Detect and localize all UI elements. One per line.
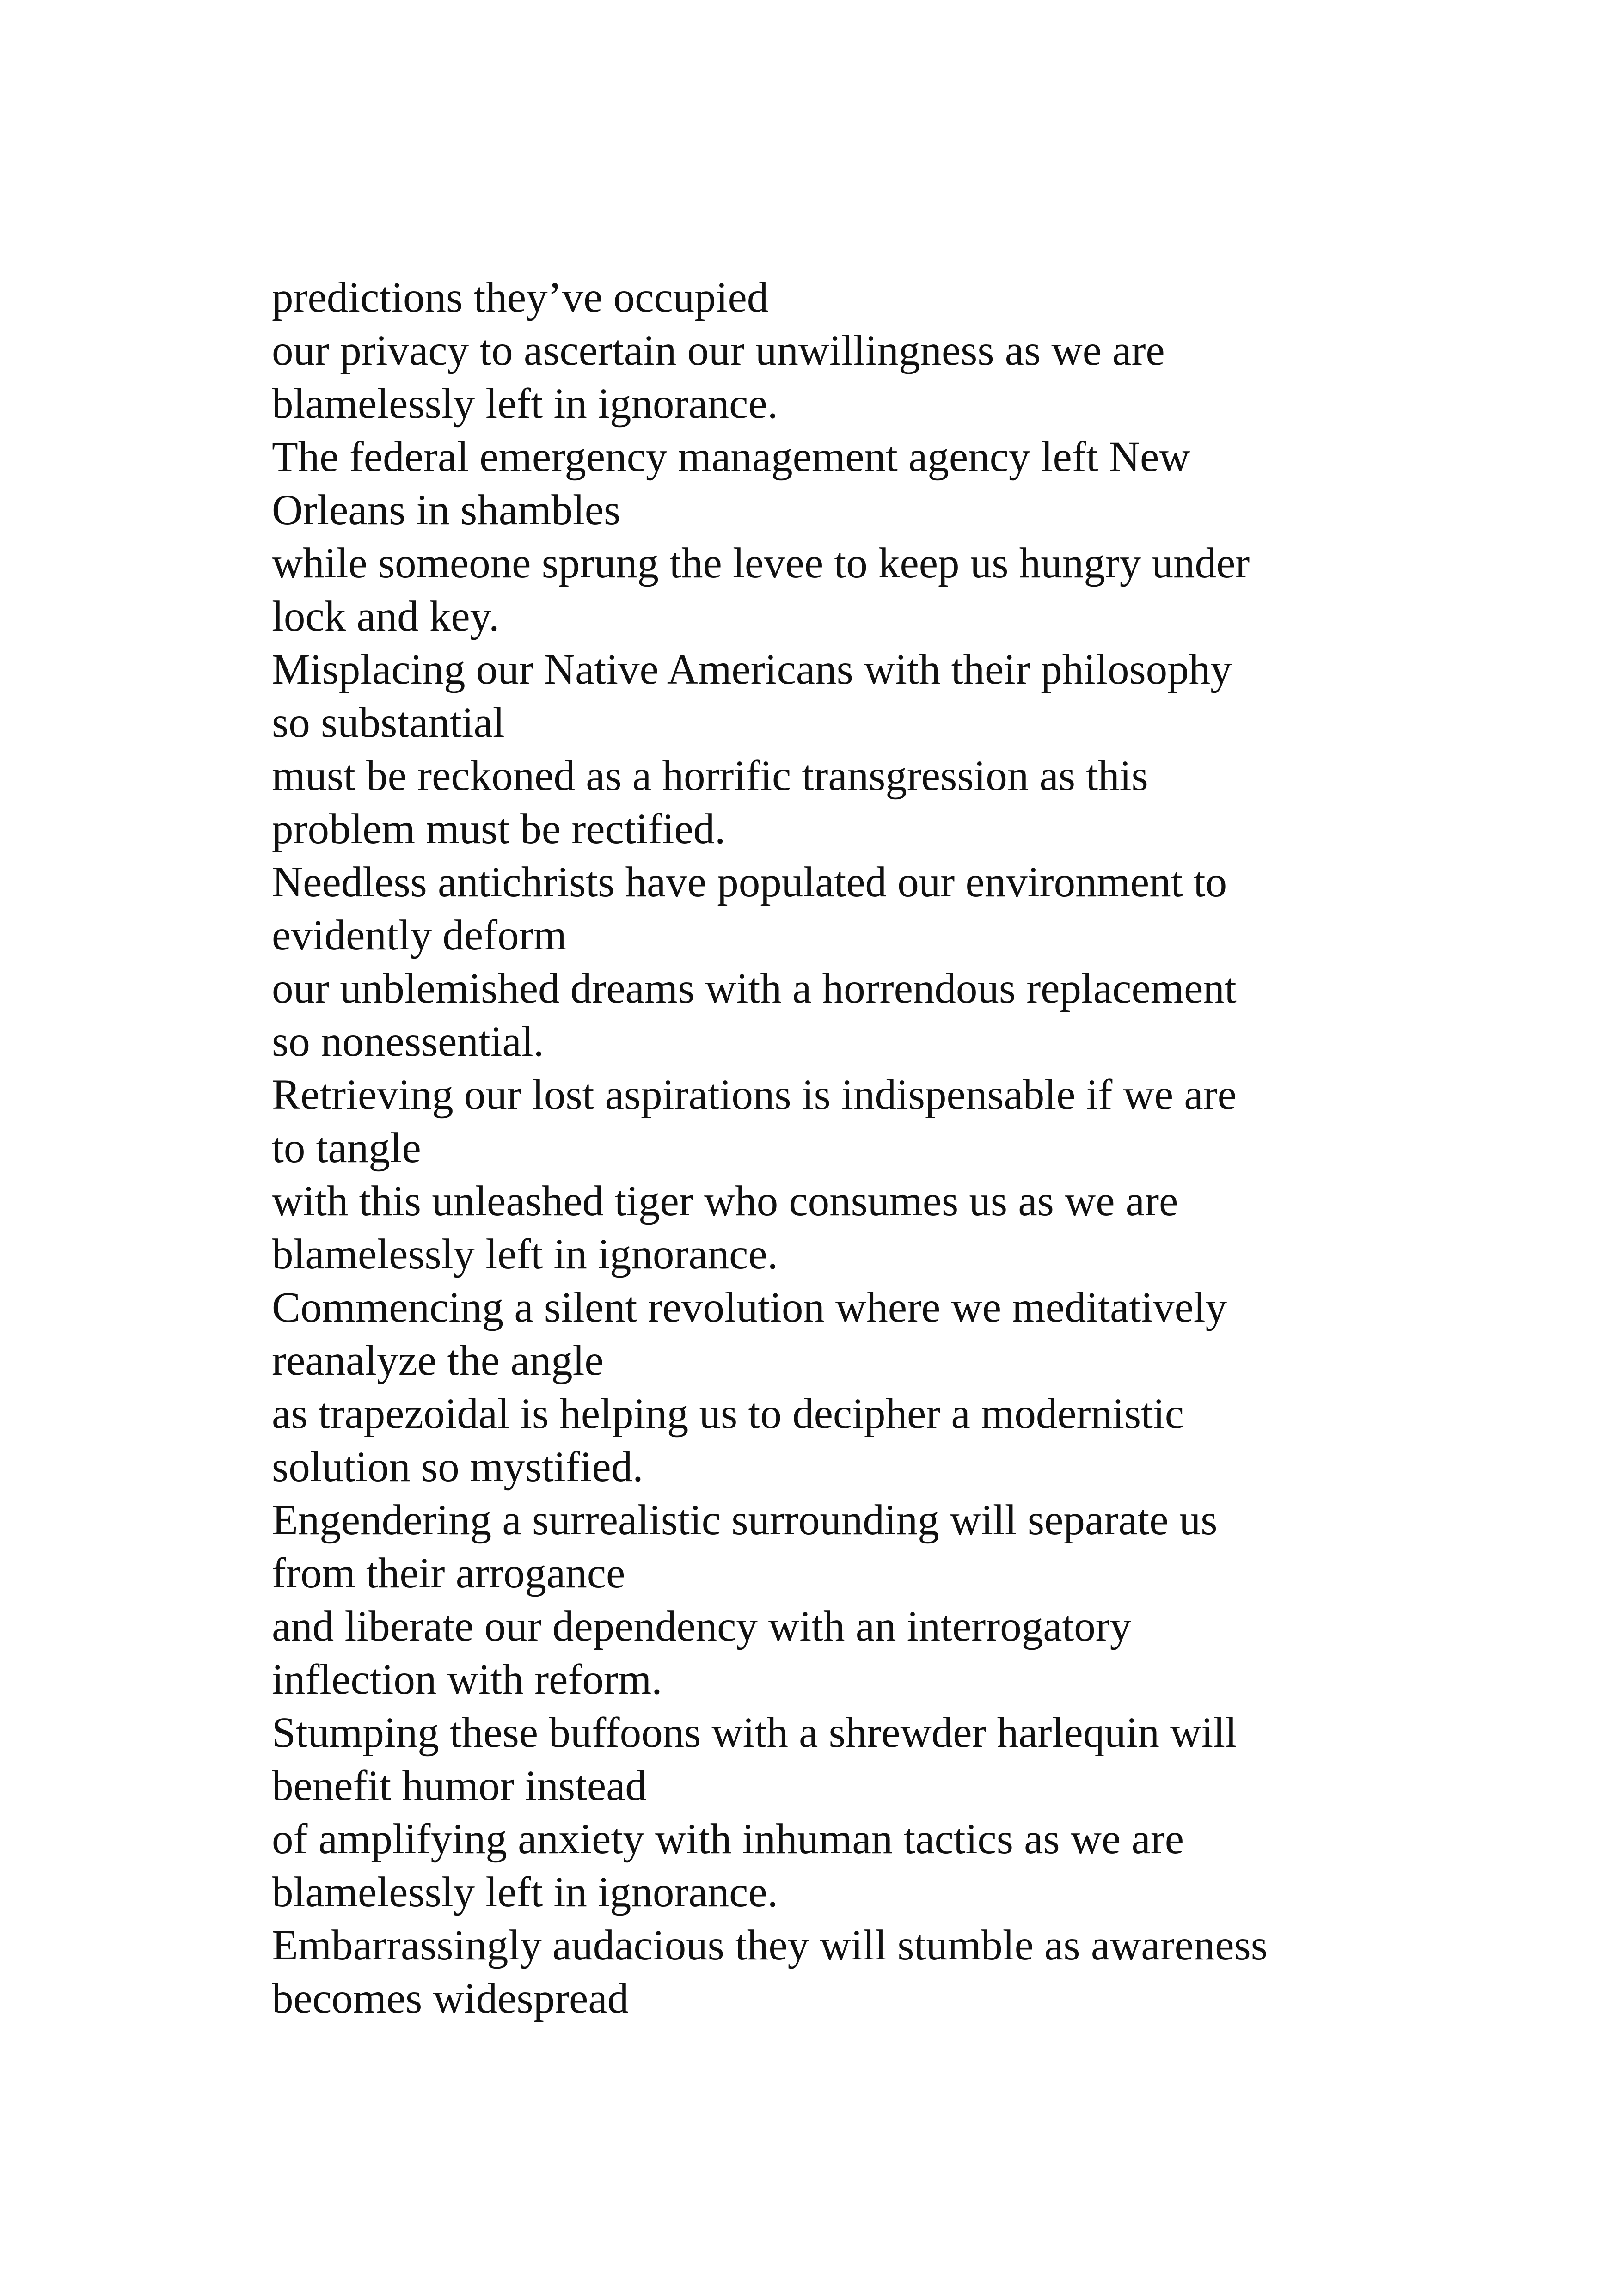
text-line-18: with this unleashed tiger who consumes us as we are bbox=[272, 1177, 1178, 1225]
text-line-11: problem must be rectified. bbox=[272, 805, 726, 853]
text-line-21: reanalyze the angle bbox=[272, 1337, 604, 1384]
text-line-14: our unblemished dreams with a horrendous replacement bbox=[272, 965, 1237, 1012]
text-line-9: so substantial bbox=[272, 699, 505, 747]
text-line-4: The federal emergency management agency left New bbox=[272, 433, 1190, 481]
text-line-23: solution so mystified. bbox=[272, 1443, 644, 1491]
text-line-20: Commencing a silent revolution where we meditatively bbox=[272, 1284, 1227, 1331]
text-line-2: our privacy to ascertain our unwillingness as we are bbox=[272, 327, 1165, 374]
poem-text-block bbox=[272, 271, 1566, 2025]
text-line-8: Misplacing our Native Americans with their philosophy bbox=[272, 646, 1232, 693]
text-line-17: to tangle bbox=[272, 1124, 421, 1172]
text-line-7: lock and key. bbox=[272, 593, 500, 640]
text-line-29: benefit humor instead bbox=[272, 1762, 647, 1810]
text-line-1: predictions they’ve occupied bbox=[272, 274, 769, 321]
text-line-15: so nonessential. bbox=[272, 1018, 544, 1065]
text-line-12: Needless antichrists have populated our environment to bbox=[272, 858, 1227, 906]
text-line-22: as trapezoidal is helping us to decipher a modernistic bbox=[272, 1390, 1184, 1438]
text-line-33: becomes widespread bbox=[272, 1975, 629, 2022]
text-line-25: from their arrogance bbox=[272, 1549, 625, 1597]
text-line-6: while someone sprung the levee to keep us hungry under bbox=[272, 539, 1250, 587]
text-line-31: blamelessly left in ignorance. bbox=[272, 1868, 778, 1916]
text-line-10: must be reckoned as a horrific transgression as this bbox=[272, 752, 1148, 800]
text-line-28: Stumping these buffoons with a shrewder harlequin will bbox=[272, 1709, 1237, 1757]
text-line-26: and liberate our dependency with an interrogatory bbox=[272, 1603, 1132, 1650]
text-line-13: evidently deform bbox=[272, 912, 567, 959]
text-line-30: of amplifying anxiety with inhuman tactics as we are bbox=[272, 1815, 1184, 1863]
text-line-24: Engendering a surrealistic surrounding will separate us bbox=[272, 1496, 1218, 1544]
text-line-5: Orleans in shambles bbox=[272, 486, 621, 534]
text-line-3: blamelessly left in ignorance. bbox=[272, 380, 778, 428]
text-line-16: Retrieving our lost aspirations is indispensable if we are bbox=[272, 1071, 1237, 1119]
text-line-19: blamelessly left in ignorance. bbox=[272, 1231, 778, 1278]
text-line-27: inflection with reform. bbox=[272, 1656, 662, 1703]
text-line-32: Embarrassingly audacious they will stumble as awareness bbox=[272, 1922, 1268, 1969]
